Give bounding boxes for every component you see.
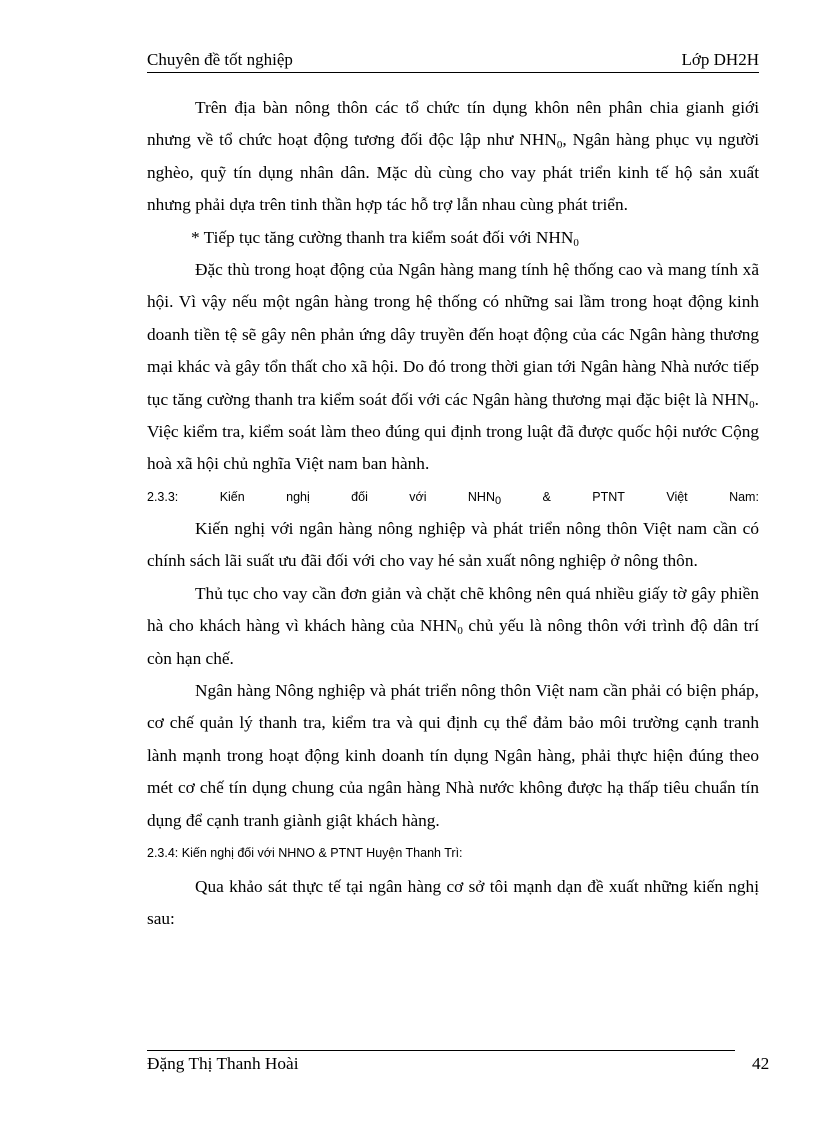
header-document-type: Chuyên đề tốt nghiệp [147,50,293,69]
paragraph-loan-procedures: Thủ tục cho vay cần đơn giản và chặt chẽ không nên quá nhiều giấy tờ gây phiền hà cho khách hàng vì khách hàng của $NHN_0$ chủ yếu là nông thôn với trình độ dân trí còn hạn chế. [147,583,759,668]
paragraph-field-survey: Qua khảo sát thực tế tại ngân hàng cơ sở tôi mạnh dạn đề xuất những kiến nghị sau: [147,876,759,929]
paragraph-competition-environment: Ngân hàng Nông nghiệp và phát triển nông thôn Việt nam cần phải có biện pháp, cơ chế quản lý thanh tra, kiểm tra và qui định cụ thể đảm bảo môi trường cạnh tranh lành mạnh trong hoạt động kinh doanh tín dụng Ngân hàng, phải thực hiện đúng theo mét cơ chế tín dụng chung của ngân hàng Nhà nước không được hạ thấp tiêu chuẩn tín dụng để cạnh tranh giành giật khách hàng. [147,680,759,830]
section-heading-2-3-3: 2.3.3: Kiến nghị đối với $NHN_0$ & PTNT Việt Nam: [147,489,759,507]
page-header [147,48,759,73]
header-class: Lớp DH2H [681,50,759,69]
paragraph-banking-characteristics: Đặc thù trong hoạt động của Ngân hàng mang tính hệ thống cao và mang tính xã hội. Vì vậy nếu một ngân hàng trong hệ thống có những sai lầm trong hoạt động kinh doanh tiền tệ sẽ gây nên phản ứng dây truyền đến hoạt động của các Ngân hàng thương mại khác và gây tổn thất cho xã hội. Do đó trong thời gian tới Ngân hàng Nhà nước tiếp tục tăng cường thanh tra kiểm soát đối với các Ngân hàng thương mại đặc biệt là $NHN_0$. Việc kiểm tra, kiểm soát làm theo đúng qui định trong luật đã được quốc hội nước Cộng hoà xã hội chủ nghĩa Việt nam ban hành. [147,260,759,474]
page-number: 42 [752,1054,770,1073]
paragraph-credit-organizations: Trên địa bàn nông thôn các tổ chức tín dụng khôn nên phân chia gianh giới nhưng về tổ chức hoạt động tương đối độc lập như $NHN_0$, Ngân hàng phục vụ người nghèo, quỹ tín dụng nhân dân. Mặc dù cùng cho vay phát triển kinh tế hộ sản xuất nhưng phải dựa trên tinh thần hợp tác hỗ trợ lẫn nhau cùng phát triển. [147,98,759,215]
footer-author: Đặng Thị Thanh Hoài [147,1054,299,1073]
paragraph-interest-rate-policy: Kiến nghị với ngân hàng nông nghiệp và phát triển nông thôn Việt nam cần có chính sách lãi suất ưu đãi đối với cho vay hé sản xuất nông nghiệp ở nông thôn. [147,518,759,571]
bullet-inspection: * Tiếp tục tăng cường thanh tra kiểm soát đối với $NHN_0$ [191,227,579,249]
footer-divider [147,1050,735,1051]
section-heading-2-3-4: 2.3.4: Kiến nghị đối với NHNO & PTNT Huyện Thanh Trì: [147,845,463,860]
page-body [147,92,759,936]
